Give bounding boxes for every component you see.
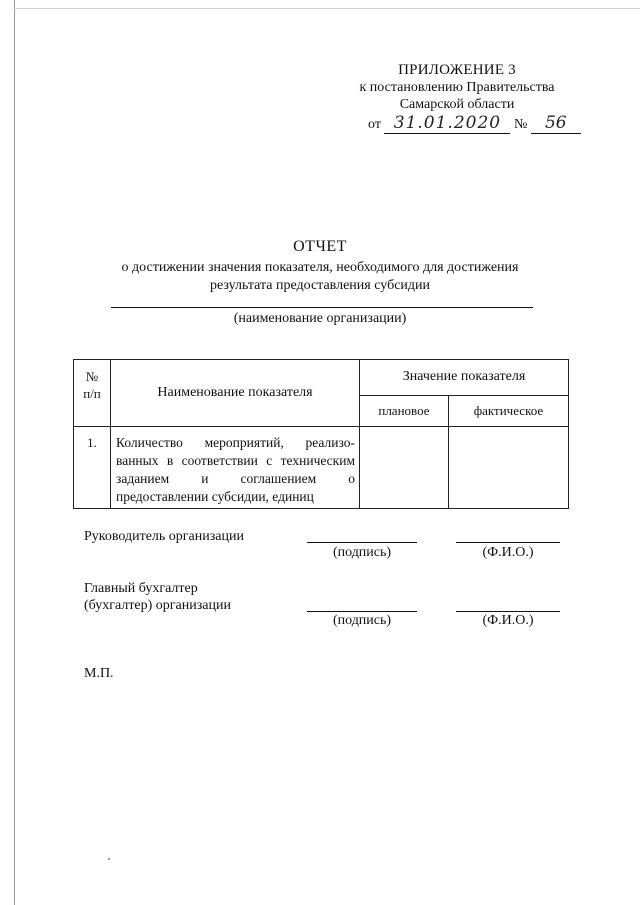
head-fio-line[interactable] bbox=[456, 542, 560, 543]
row-name-line-4: предоставлении субсидии, единиц bbox=[116, 489, 314, 504]
number-label: № bbox=[513, 117, 528, 132]
appendix-line-2: Самарской области bbox=[399, 97, 515, 112]
organization-name-line[interactable] bbox=[111, 307, 533, 308]
appendix-date-number bbox=[368, 113, 581, 134]
row-planned-value[interactable] bbox=[360, 427, 449, 509]
accountant-fio-caption: (Ф.И.О.) bbox=[482, 613, 534, 628]
head-fio-caption: (Ф.И.О.) bbox=[482, 545, 534, 560]
header-planned: плановое bbox=[360, 395, 449, 426]
row-name-line-2: ванных в соответствии с техническим bbox=[116, 453, 355, 468]
header-number-line-1: № bbox=[85, 369, 99, 384]
scan-speck bbox=[108, 858, 110, 860]
from-label: от bbox=[368, 117, 381, 132]
row-indicator-name bbox=[111, 427, 360, 509]
row-name-line-3: заданием и соглашением о bbox=[116, 471, 355, 486]
head-label: Руководитель организации bbox=[84, 529, 244, 544]
appendix-title: ПРИЛОЖЕНИЕ 3 bbox=[398, 62, 516, 78]
head-signature-caption: (подпись) bbox=[332, 545, 392, 560]
appendix-header bbox=[352, 62, 562, 113]
header-number-line-2: п/п bbox=[83, 386, 101, 401]
accountant-fio-line[interactable] bbox=[456, 611, 560, 612]
report-subtitle bbox=[0, 259, 640, 295]
head-signature-line[interactable] bbox=[307, 542, 417, 543]
accountant-label-line-1: Главный бухгалтер bbox=[84, 581, 198, 596]
row-name-line-1: Количество мероприятий, реализо- bbox=[116, 435, 355, 450]
indicator-table bbox=[73, 359, 569, 509]
accountant-label bbox=[84, 580, 231, 614]
accountant-label-line-2: (бухгалтер) организации bbox=[84, 598, 231, 613]
report-subtitle-line-2: результата предоставления субсидии bbox=[209, 278, 431, 293]
handwritten-number: 56 bbox=[531, 113, 581, 134]
organization-caption: (наименование организации) bbox=[233, 311, 407, 326]
accountant-signature-line[interactable] bbox=[307, 611, 417, 612]
header-indicator-value: Значение показателя bbox=[360, 360, 569, 396]
stamp-place: М.П. bbox=[84, 666, 114, 681]
table-row bbox=[74, 427, 569, 509]
accountant-signature-caption: (подпись) bbox=[332, 613, 392, 628]
row-actual-value[interactable] bbox=[448, 427, 568, 509]
header-number bbox=[74, 360, 111, 427]
handwritten-date: 31.01.2020 bbox=[384, 113, 510, 134]
header-actual: фактическое bbox=[448, 395, 568, 426]
report-title: ОТЧЕТ bbox=[293, 238, 347, 255]
appendix-line-1: к постановлению Правительства bbox=[359, 80, 555, 95]
scan-edge bbox=[14, 0, 15, 905]
row-number: 1. bbox=[74, 427, 111, 509]
header-indicator-name: Наименование показателя bbox=[111, 360, 360, 427]
scan-edge-top bbox=[14, 8, 640, 9]
report-subtitle-line-1: о достижении значения показателя, необходимого для достижения bbox=[121, 260, 519, 275]
